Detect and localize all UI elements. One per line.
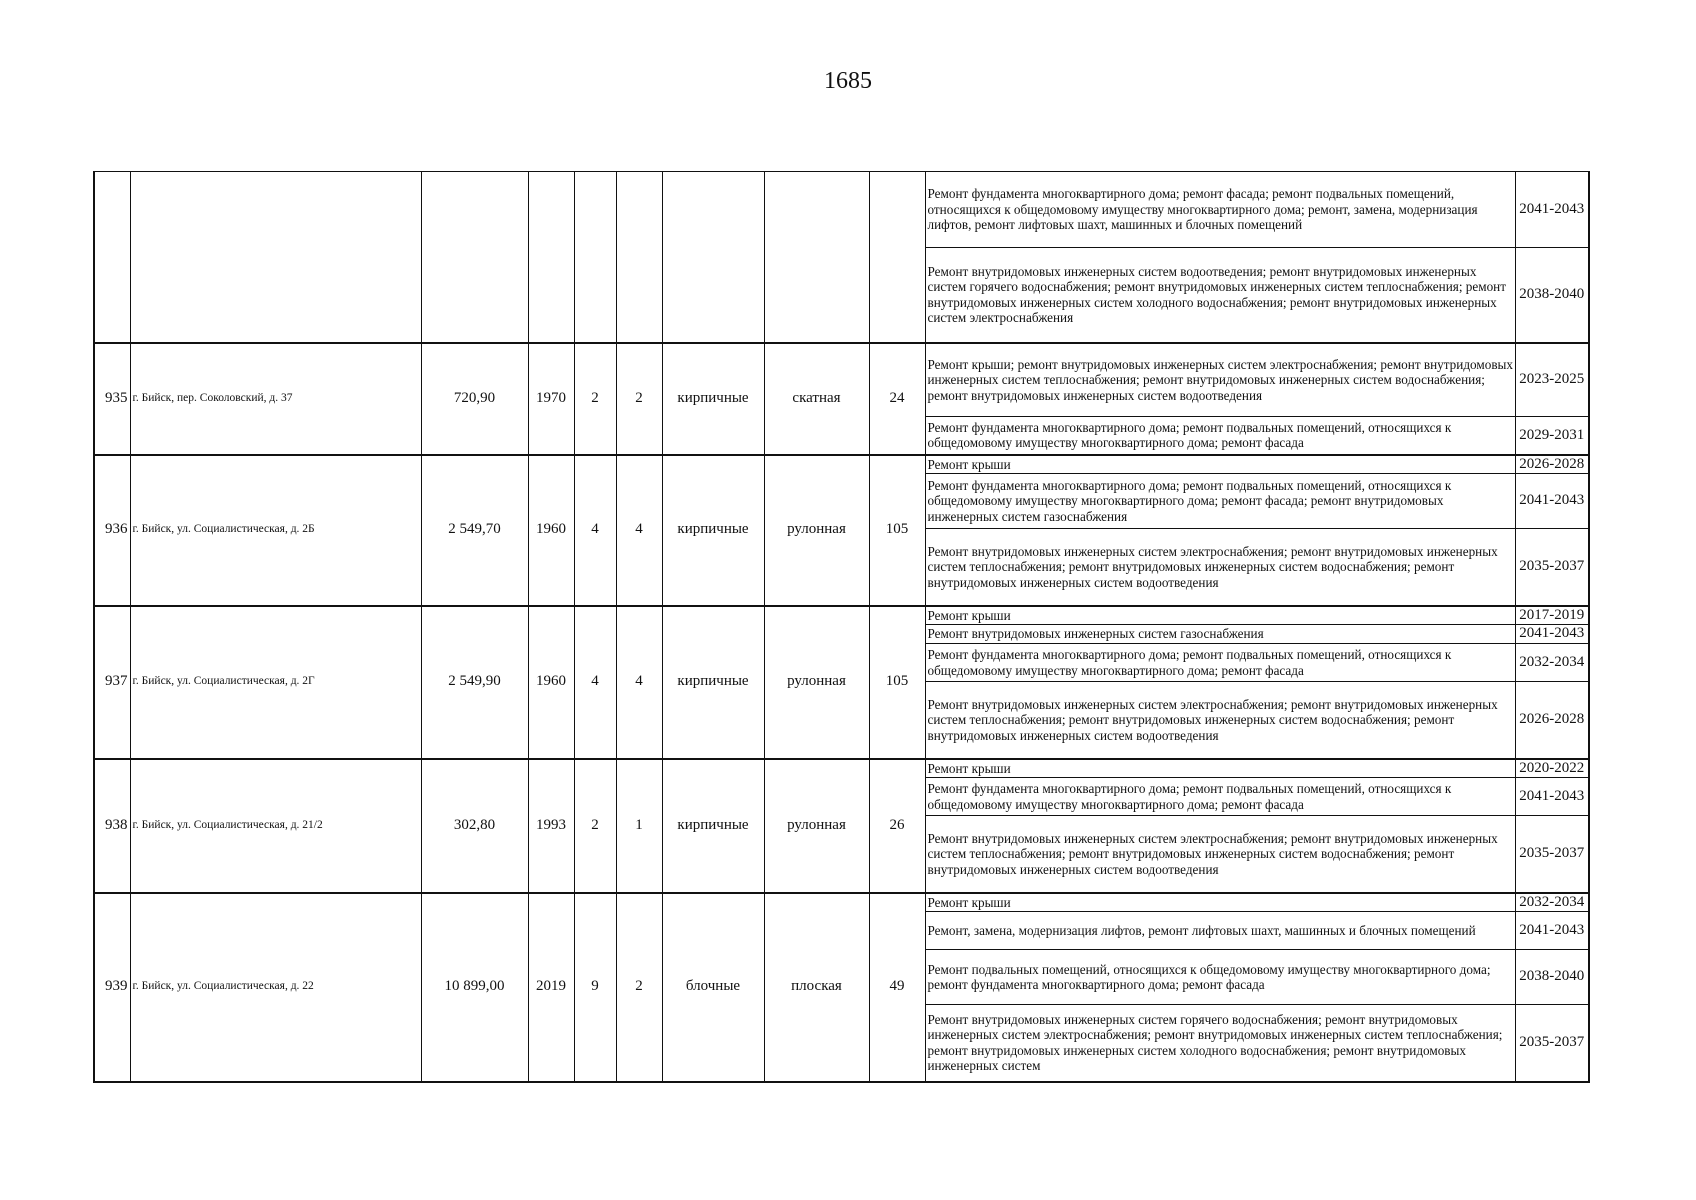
work-period: 2017-2019 bbox=[1515, 606, 1589, 625]
floors-cell bbox=[574, 172, 616, 343]
work-description: Ремонт внутридомовых инженерных систем горячего водоснабжения; ремонт внутридомовых инженерных систем электроснабжения; ремонт внутридомовых инженерных систем теплоснабжения; ремонт внутридомовых инженерных систем холодного водоснабжения; ремонт внутридомовых инженерных систем bbox=[925, 1005, 1515, 1082]
work-description: Ремонт фундамента многоквартирного дома; ремонт подвальных помещений, относящихся к общедомовому имуществу многоквартирного дома; ремонт фасада; ремонт внутридомовых инженерных систем газоснабжения bbox=[925, 474, 1515, 529]
floors-cell: 9 bbox=[574, 893, 616, 1082]
address-cell: г. Бийск, ул. Социалистическая, д. 2Г bbox=[130, 606, 421, 759]
floors-cell: 2 bbox=[574, 759, 616, 893]
roof-cell: плоская bbox=[764, 893, 869, 1082]
work-description: Ремонт фундамента многоквартирного дома; ремонт подвальных помещений, относящихся к общедомовому имуществу многоквартирного дома; ремонт фасада bbox=[925, 644, 1515, 682]
roof-cell bbox=[764, 172, 869, 343]
year-cell: 1970 bbox=[528, 343, 574, 455]
work-description: Ремонт внутридомовых инженерных систем водоотведения; ремонт внутридомовых инженерных систем горячего водоснабжения; ремонт внутридомовых инженерных систем теплоснабжения; ремонт внутридомовых инженерных систем холодного водоснабжения; ремонт внутридомовых инженерных систем электроснабжения bbox=[925, 248, 1515, 343]
walls-cell: кирпичные bbox=[662, 606, 764, 759]
walls-cell: кирпичные bbox=[662, 455, 764, 606]
work-period: 2020-2022 bbox=[1515, 759, 1589, 778]
address-cell: г. Бийск, ул. Социалистическая, д. 22 bbox=[130, 893, 421, 1082]
area-cell: 2 549,70 bbox=[421, 455, 528, 606]
residents-cell: 49 bbox=[869, 893, 925, 1082]
roof-cell: рулонная bbox=[764, 606, 869, 759]
work-period: 2026-2028 bbox=[1515, 455, 1589, 474]
work-period: 2041-2043 bbox=[1515, 172, 1589, 248]
work-period: 2038-2040 bbox=[1515, 950, 1589, 1005]
work-period: 2023-2025 bbox=[1515, 343, 1589, 417]
residents-cell: 105 bbox=[869, 606, 925, 759]
work-description: Ремонт внутридомовых инженерных систем электроснабжения; ремонт внутридомовых инженерных систем теплоснабжения; ремонт внутридомовых инженерных систем водоснабжения; ремонт внутридомовых инженерных систем водоотведения bbox=[925, 529, 1515, 606]
entrances-cell: 1 bbox=[616, 759, 662, 893]
work-period: 2038-2040 bbox=[1515, 248, 1589, 343]
entrances-cell: 4 bbox=[616, 455, 662, 606]
work-period: 2026-2028 bbox=[1515, 682, 1589, 759]
area-cell: 302,80 bbox=[421, 759, 528, 893]
address-cell: г. Бийск, ул. Социалистическая, д. 2Б bbox=[130, 455, 421, 606]
roof-cell: рулонная bbox=[764, 759, 869, 893]
address-cell: г. Бийск, ул. Социалистическая, д. 21/2 bbox=[130, 759, 421, 893]
walls-cell: кирпичные bbox=[662, 343, 764, 455]
row-number-cell: 938 bbox=[94, 759, 130, 893]
residents-cell: 24 bbox=[869, 343, 925, 455]
table-row bbox=[94, 172, 1589, 248]
walls-cell: кирпичные bbox=[662, 759, 764, 893]
row-number-cell: 939 bbox=[94, 893, 130, 1082]
work-description: Ремонт крыши bbox=[925, 455, 1515, 474]
year-cell: 1960 bbox=[528, 455, 574, 606]
work-description: Ремонт крыши bbox=[925, 893, 1515, 912]
entrances-cell: 4 bbox=[616, 606, 662, 759]
page-number: 1685 bbox=[824, 68, 872, 94]
work-period: 2035-2037 bbox=[1515, 816, 1589, 893]
table-row bbox=[94, 343, 1589, 417]
year-cell: 2019 bbox=[528, 893, 574, 1082]
area-cell: 2 549,90 bbox=[421, 606, 528, 759]
address-cell: г. Бийск, пер. Соколовский, д. 37 bbox=[130, 343, 421, 455]
residents-cell: 105 bbox=[869, 455, 925, 606]
work-period: 2035-2037 bbox=[1515, 529, 1589, 606]
table-row bbox=[94, 606, 1589, 625]
work-description: Ремонт крыши bbox=[925, 606, 1515, 625]
work-description: Ремонт крыши; ремонт внутридомовых инженерных систем электроснабжения; ремонт внутридомовых инженерных систем теплоснабжения; ремонт внутридомовых инженерных систем водоснабжения; ремонт внутридомовых инженерных систем водоотведения bbox=[925, 343, 1515, 417]
residents-cell: 26 bbox=[869, 759, 925, 893]
work-description: Ремонт внутридомовых инженерных систем электроснабжения; ремонт внутридомовых инженерных систем теплоснабжения; ремонт внутридомовых инженерных систем водоснабжения; ремонт внутридомовых инженерных систем водоотведения bbox=[925, 682, 1515, 759]
year-cell: 1960 bbox=[528, 606, 574, 759]
work-description: Ремонт внутридомовых инженерных систем газоснабжения bbox=[925, 625, 1515, 644]
entrances-cell: 2 bbox=[616, 343, 662, 455]
work-period: 2029-2031 bbox=[1515, 417, 1589, 455]
floors-cell: 4 bbox=[574, 455, 616, 606]
table-row bbox=[94, 759, 1589, 778]
entrances-cell bbox=[616, 172, 662, 343]
repair-schedule-table bbox=[93, 171, 1590, 1083]
row-number-cell: 936 bbox=[94, 455, 130, 606]
entrances-cell: 2 bbox=[616, 893, 662, 1082]
work-period: 2041-2043 bbox=[1515, 625, 1589, 644]
area-cell: 720,90 bbox=[421, 343, 528, 455]
work-period: 2032-2034 bbox=[1515, 644, 1589, 682]
work-period: 2041-2043 bbox=[1515, 474, 1589, 529]
work-period: 2032-2034 bbox=[1515, 893, 1589, 912]
work-description: Ремонт фундамента многоквартирного дома; ремонт подвальных помещений, относящихся к общедомовому имуществу многоквартирного дома; ремонт фасада bbox=[925, 778, 1515, 816]
floors-cell: 2 bbox=[574, 343, 616, 455]
residents-cell bbox=[869, 172, 925, 343]
row-number-cell: 937 bbox=[94, 606, 130, 759]
work-description: Ремонт фундамента многоквартирного дома; ремонт подвальных помещений, относящихся к общедомовому имуществу многоквартирного дома; ремонт фасада bbox=[925, 417, 1515, 455]
work-period: 2041-2043 bbox=[1515, 912, 1589, 950]
work-description: Ремонт подвальных помещений, относящихся к общедомовому имуществу многоквартирного дома; ремонт фундамента многоквартирного дома; ремонт фасада bbox=[925, 950, 1515, 1005]
work-period: 2035-2037 bbox=[1515, 1005, 1589, 1082]
table-row bbox=[94, 893, 1589, 912]
year-cell bbox=[528, 172, 574, 343]
work-description: Ремонт, замена, модернизация лифтов, ремонт лифтовых шахт, машинных и блочных помещений bbox=[925, 912, 1515, 950]
work-description: Ремонт крыши bbox=[925, 759, 1515, 778]
roof-cell: рулонная bbox=[764, 455, 869, 606]
walls-cell: блочные bbox=[662, 893, 764, 1082]
work-description: Ремонт внутридомовых инженерных систем электроснабжения; ремонт внутридомовых инженерных систем теплоснабжения; ремонт внутридомовых инженерных систем водоснабжения; ремонт внутридомовых инженерных систем водоотведения bbox=[925, 816, 1515, 893]
area-cell bbox=[421, 172, 528, 343]
work-period: 2041-2043 bbox=[1515, 778, 1589, 816]
table-row bbox=[94, 455, 1589, 474]
year-cell: 1993 bbox=[528, 759, 574, 893]
walls-cell bbox=[662, 172, 764, 343]
row-number-cell: 935 bbox=[94, 343, 130, 455]
row-number-cell bbox=[94, 172, 130, 343]
roof-cell: скатная bbox=[764, 343, 869, 455]
area-cell: 10 899,00 bbox=[421, 893, 528, 1082]
work-description: Ремонт фундамента многоквартирного дома; ремонт фасада; ремонт подвальных помещений, относящихся к общедомовому имуществу многоквартирного дома; ремонт, замена, модернизация лифтов, ремонт лифтовых шахт, машинных и блочных помещений bbox=[925, 172, 1515, 248]
floors-cell: 4 bbox=[574, 606, 616, 759]
address-cell bbox=[130, 172, 421, 343]
